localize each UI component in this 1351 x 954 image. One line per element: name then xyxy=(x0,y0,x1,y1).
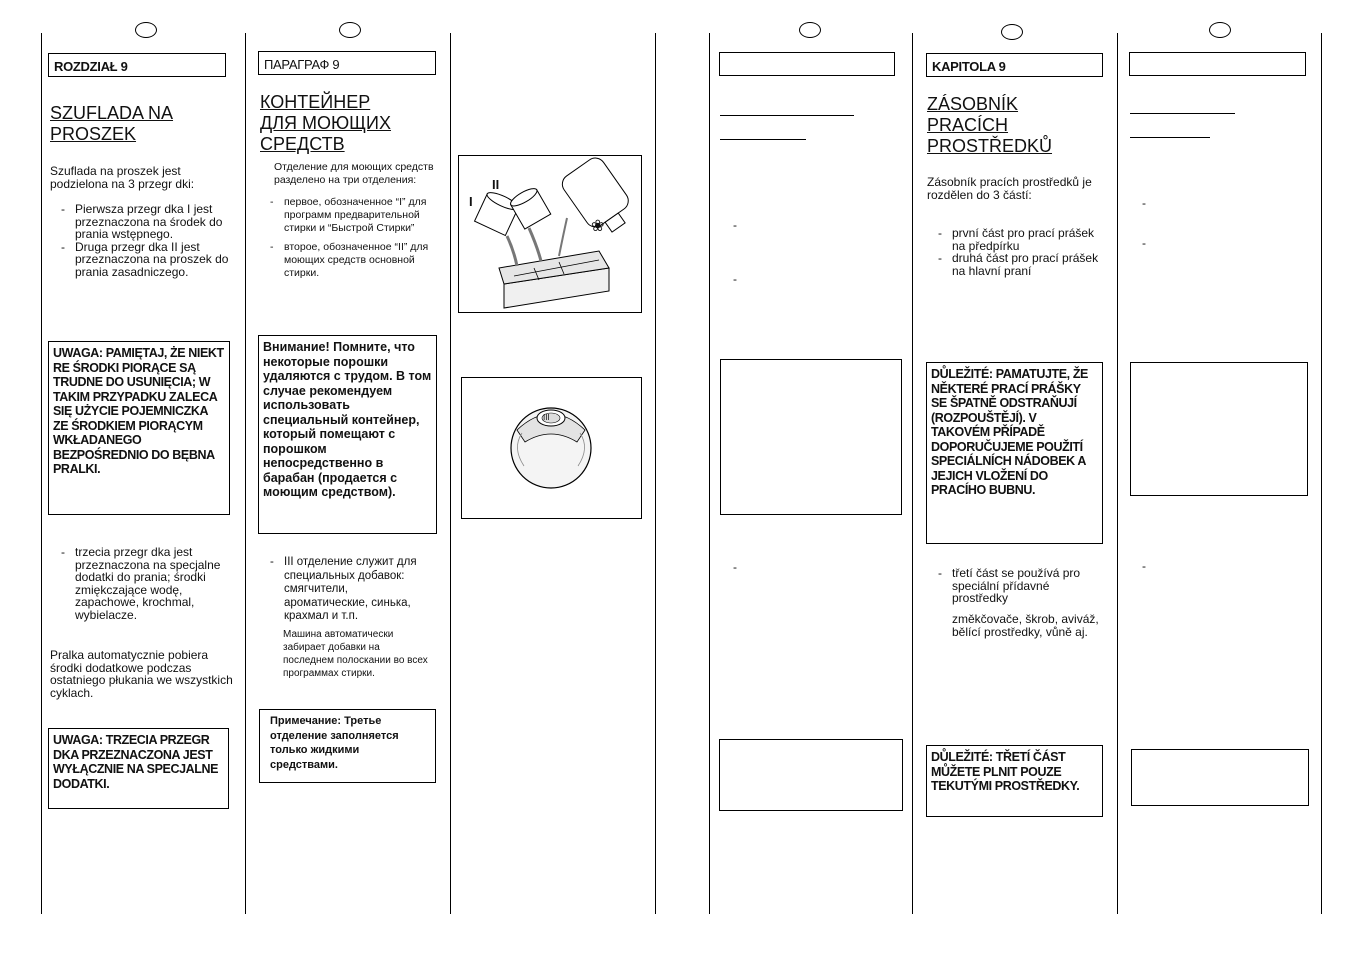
warning-box-pl: UWAGA: PAMIĘTAJ, ŻE NIEKT RE ŚRODKI PIORĄCE SĄ TRUDNE DO USUNIĘCIA; W TAKIM PRZYPADKU ZALECA SIĘ UŻYCIE POJEMNICZKA ZE ŚRODKIEM PIORĄCYM WKŁADANEGO BEZPOŚREDNIO DO BĘBNA PRALKI. xyxy=(48,341,230,515)
list-dash: - xyxy=(733,218,737,232)
compartment-label-ii: II xyxy=(492,177,500,192)
list-item: - Druga przegr dka II jest przeznaczona na proszek do prania zasadniczego. xyxy=(61,241,236,279)
column-divider xyxy=(245,33,246,914)
note-box-pl: UWAGA: TRZECIA PRZEGR DKA PRZEZNACZONA JEST WYŁĄCZNIE NA SPECJALNE DODATKI. xyxy=(48,728,229,809)
list-dash: - xyxy=(733,560,737,574)
list-item: - třetí část se používá pro speciální přídavné prostředky xyxy=(938,567,1108,605)
title-underline xyxy=(1130,113,1235,114)
page-title-cz: ZÁSOBNÍK PRACÍCH PROSTŘEDKŮ xyxy=(927,94,1053,156)
warning-box-cz: DŮLEŽITÉ: PAMATUJTE, ŽE NĚKTERÉ PRACÍ PRÁŠKY SE ŠPATNĚ ODSTRAŇUJÍ (ROZPOUŠTĚJÍ). V TAKOVÉM PŘÍPADĚ DOPORUČUJEME POUŽITÍ SPECIÁLNÍCH NÁDOBEK A JEJICH VLOŽENÍ DO PRACÍHO BUBNU. xyxy=(926,362,1103,544)
compartment-label-i: I xyxy=(469,194,473,209)
list-dash: - xyxy=(1142,559,1146,573)
empty-note-box xyxy=(719,739,903,811)
detergent-ball-illustration xyxy=(461,377,642,519)
column-divider xyxy=(450,33,451,914)
auto-text-pl: Pralka automatycznie pobiera środki dodatkowe podczas ostatniego płukania we wszystkich cyklach. xyxy=(50,648,233,700)
list-dash: - xyxy=(1142,236,1146,250)
column-divider xyxy=(41,33,42,914)
page-title-ru: КОНТЕЙНЕР ДЛЯ МОЮЩИХ СРЕДСТВ xyxy=(260,92,392,154)
page-title-pl: SZUFLADA NA PROSZEK xyxy=(50,103,174,144)
language-circle xyxy=(1001,24,1023,40)
column-divider xyxy=(1117,33,1118,914)
column-divider xyxy=(709,33,710,914)
list-dash: - xyxy=(1142,196,1146,210)
compartment-list-pl xyxy=(61,203,236,278)
compartment-list-cz xyxy=(938,227,1108,277)
empty-section-header xyxy=(719,52,895,76)
title-underline xyxy=(720,115,854,116)
note-box-cz: DŮLEŽITÉ: TŘETÍ ČÁST MŮŽETE PLNIT POUZE TEKUTÝMI PROSTŘEDKY. xyxy=(926,745,1103,817)
title-underline xyxy=(720,139,806,140)
intro-text-cz: Zásobník pracích prostředků je rozdělen do 3 částí: xyxy=(927,175,1092,202)
language-circle xyxy=(799,22,821,38)
title-underline xyxy=(1130,137,1210,138)
list-item: - III отделение служит для специальных добавок: смягчители, ароматические, синька, крахмал и т.п. xyxy=(270,556,432,624)
column-divider xyxy=(912,33,913,914)
section-header-ru: ПАРАГРАФ 9 xyxy=(258,51,436,75)
compartment-list-ru xyxy=(270,196,440,286)
intro-text-ru: Отделение для моющих средств разделено на три отделения: xyxy=(274,161,434,186)
section-header-cz: KAPITOLA 9 xyxy=(926,53,1103,77)
list-item: - Pierwsza przegr dka I jest przeznaczona na środek do prania wstępnego. xyxy=(61,203,236,241)
ball-label-iii: III xyxy=(543,413,550,422)
language-circle xyxy=(135,22,157,38)
third-compartment-pl xyxy=(61,546,231,621)
list-item: - первое, обозначенное “I” для программ предварительной стирки и “Быстрой Стирки” xyxy=(270,196,440,235)
flower-icon: ❀ xyxy=(591,218,605,235)
section-header-pl: ROZDZIAŁ 9 xyxy=(48,53,226,77)
empty-note-box xyxy=(1131,749,1309,806)
empty-section-header xyxy=(1129,52,1306,76)
intro-text-pl: Szuflada na proszek jest podzielona na 3 przegr dki: xyxy=(50,164,195,191)
additives-text-cz: změkčovače, škrob, aviváž, bělící prostředky, vůně aj. xyxy=(952,612,1099,639)
list-item: - второе, обозначенное “II” для моющих средств основной стирки. xyxy=(270,241,440,280)
language-circle xyxy=(1209,22,1231,38)
list-item: - trzecia przegr dka jest przeznaczona na specjalne dodatki do prania; środki zmiękczające wodę, zapachowe, krochmal, wybielacze. xyxy=(61,546,231,621)
warning-box-ru: Внимание! Помните, что некоторые порошки удаляются с трудом. В том случае рекомендуем использовать специальный контейнер, который помещают с порошком непосредственно в барабан (продается с моющим средством). xyxy=(258,335,437,534)
list-item: - druhá část pro prací prášek na hlavní praní xyxy=(938,252,1108,277)
third-compartment-ru xyxy=(270,556,432,630)
drawer-illustration xyxy=(458,155,642,313)
third-compartment-cz xyxy=(938,567,1108,605)
column-divider xyxy=(1321,33,1322,914)
list-dash: - xyxy=(733,272,737,286)
empty-warning-box xyxy=(720,359,902,515)
column-divider xyxy=(655,33,656,914)
note-box-ru: Примечание: Третье отделение заполняется только жидкими средствами. xyxy=(259,709,436,783)
auto-text-ru: Машина автоматически забирает добавки на последнем полоскании во всех программах стирки. xyxy=(283,629,428,679)
language-circle xyxy=(339,22,361,38)
list-item: - první část pro prací prášek na předpírku xyxy=(938,227,1108,252)
empty-warning-box xyxy=(1130,362,1308,496)
